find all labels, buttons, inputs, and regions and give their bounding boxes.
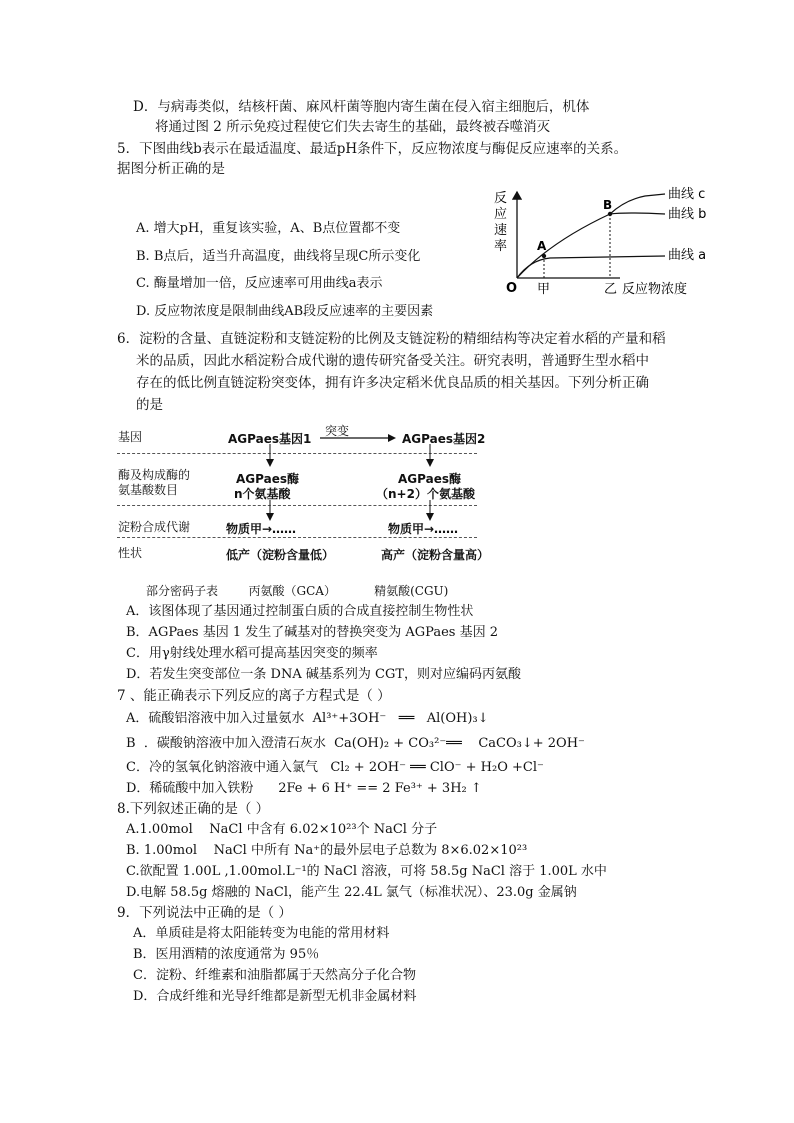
enzyme1-name: AGPaes酶 [236, 472, 299, 486]
q7-stem: 7 、能正确表示下列反应的离子方程式是（ ） [117, 688, 391, 704]
q9-option-a: A．单质硅是将太阳能转变为电能的常用材料 [133, 926, 390, 941]
curve-b-label: 曲线 b [668, 207, 707, 222]
row-label-enzyme-1: 酶及构成酶的 [118, 468, 191, 482]
q6-option-b: B．AGPaes 基因 1 发生了碱基对的替换突变为 AGPaes 基因 2 [126, 625, 498, 640]
q8-option-a: A.1.00mol NaCl 中含有 6.02×10²³个 NaCl 分子 [126, 822, 438, 837]
gene2-label: AGPaes基因2 [402, 432, 486, 446]
q7-option-a: A．硫酸铝溶液中加入过量氨水 Al³⁺+3OH⁻ ══ Al(OH)₃↓ [126, 711, 489, 726]
gene1-label: AGPaes基因1 [228, 432, 312, 446]
q4-option-d-line1: D．与病毒类似，结核杆菌、麻风杆菌等胞内寄生菌在侵入宿主细胞后，机体 [133, 99, 590, 115]
point-a-label: A [537, 239, 547, 253]
q8-option-c: C.欲配置 1.00L ,1.00mol.L⁻¹的 NaCl 溶液，可将 58.5g NaCl 溶于 1.00L 水中 [126, 864, 607, 879]
q5-option-c: C. 酶量增加一倍，反应速率可用曲线a表示 [136, 276, 383, 291]
down-arrow [264, 444, 276, 468]
q7-option-c: C．冷的氢氧化钠溶液中通入氯气 Cl₂ + 2OH⁻ ══ ClO⁻ + H₂O +Cl⁻ [126, 760, 544, 775]
point-a [542, 254, 546, 258]
x-tick-yi: 乙 [604, 282, 618, 297]
q9-option-c: C．淀粉、纤维素和油脂都属于天然高分子化合物 [133, 968, 416, 983]
point-b [608, 212, 612, 216]
substance1: 物质甲→…… [226, 522, 297, 536]
q8-option-b: B. 1.00mol NaCl 中所有 Na⁺的最外层电子总数为 8×6.02×10²³ [126, 843, 528, 858]
q7-option-d: D．稀硫酸中加入铁粉 2Fe + 6 H⁺ == 2 Fe³⁺ + 3H₂ ↑ [126, 781, 482, 796]
mutation-label: 突变 [325, 424, 350, 438]
q6-stem-line2: 米的品质，因此水稻淀粉合成代谢的遗传研究备受关注。研究表明，普通野生型水稻中 [136, 353, 649, 369]
origin-label: O [506, 281, 518, 296]
mutation-arrow [318, 432, 398, 444]
substance2: 物质甲→…… [388, 522, 459, 536]
codon-table: 部分密码子表 丙氨酸（GCA） 精氨酸(CGU) [146, 584, 449, 598]
q8-option-d: D.电解 58.5g 熔融的 NaCl，能产生 22.4L 氯气（标准状况）、23.0g 金属钠 [126, 885, 577, 900]
y-label-char: 速 [494, 223, 508, 238]
q6-stem-line3: 存在的低比例直链淀粉突变体，拥有许多决定稻米优良品质的相关基因。下列分析正确 [136, 375, 649, 391]
divider [117, 453, 477, 454]
q4-option-d-line2: 将通过图 2 所示免疫过程使它们失去寄生的基础，最终被吞噬消灭 [155, 119, 551, 135]
q5-reaction-rate-chart [490, 186, 720, 304]
enzyme1-aa: n个氨基酸 [234, 487, 291, 501]
q6-stem-line4: 的是 [136, 397, 163, 413]
q9-option-b: B．医用酒精的浓度通常为 95％ [133, 947, 320, 962]
enzyme2-name: AGPaes酶 [398, 472, 461, 486]
curve-a-label: 曲线 a [668, 248, 707, 263]
row-label-enzyme-2: 氨基酸数目 [118, 483, 179, 497]
row-label-gene: 基因 [118, 430, 143, 444]
q9-stem: 9．下列说法中正确的是（ ） [117, 905, 292, 921]
curve-c-label: 曲线 c [668, 187, 706, 202]
y-axis-label [494, 191, 507, 254]
q7-option-b: B ．碳酸钠溶液中加入澄清石灰水 Ca(OH)₂ + CO₃²⁻══ CaCO₃↓+ 2OH⁻ [126, 736, 585, 751]
trait2: 高产（淀粉含量高） [381, 548, 490, 562]
enzyme2-aa: （n+2）个氨基酸 [376, 487, 475, 501]
q6-stem-line1: 6．淀粉的含量、直链淀粉和支链淀粉的比例及支链淀粉的精细结构等决定着水稻的产量和稻 [117, 331, 666, 347]
q5-option-b: B. B点后，适当升高温度，曲线将呈现C所示变化 [136, 249, 421, 264]
point-b-label: B [603, 198, 613, 212]
down-arrow [424, 444, 436, 468]
q6-option-a: A．该图体现了基因通过控制蛋白质的合成直接控制生物性状 [126, 604, 474, 619]
q9-option-d: D．合成纤维和光导纤维都是新型无机非金属材料 [133, 989, 417, 1004]
trait1: 低产（淀粉含量低） [226, 548, 335, 562]
q5-stem-line2: 据图分析正确的是 [117, 161, 225, 177]
y-label-char: 应 [494, 207, 508, 222]
divider [117, 537, 477, 538]
row-label-trait: 性状 [118, 546, 143, 560]
y-label-char: 率 [494, 239, 508, 254]
curve-c [610, 194, 665, 214]
q8-stem: 8.下列叙述正确的是（ ） [117, 801, 270, 817]
divider [117, 505, 477, 506]
q5-stem-line1: 5．下图曲线b表示在最适温度、最适pH条件下，反应物浓度与酶促反应速率的关系。 [117, 141, 628, 157]
q6-option-d: D．若发生突变部位一条 DNA 碱基系列为 CGT，则对应编码丙氨酸 [126, 667, 522, 682]
q5-option-d: D. 反应物浓度是限制曲线AB段反应速率的主要因素 [136, 304, 434, 319]
row-label-starch: 淀粉合成代谢 [118, 520, 191, 534]
y-label-char: 反 [494, 191, 508, 206]
q6-option-c: C．用γ射线处理水稻可提高基因突变的频率 [126, 646, 378, 661]
x-tick-jia: 甲 [537, 282, 551, 297]
x-axis-label: 反应物浓度 [622, 282, 688, 297]
curve-a [517, 256, 665, 278]
q5-option-a: A. 增大pH，重复该实验，A、B点位置都不变 [136, 221, 401, 236]
